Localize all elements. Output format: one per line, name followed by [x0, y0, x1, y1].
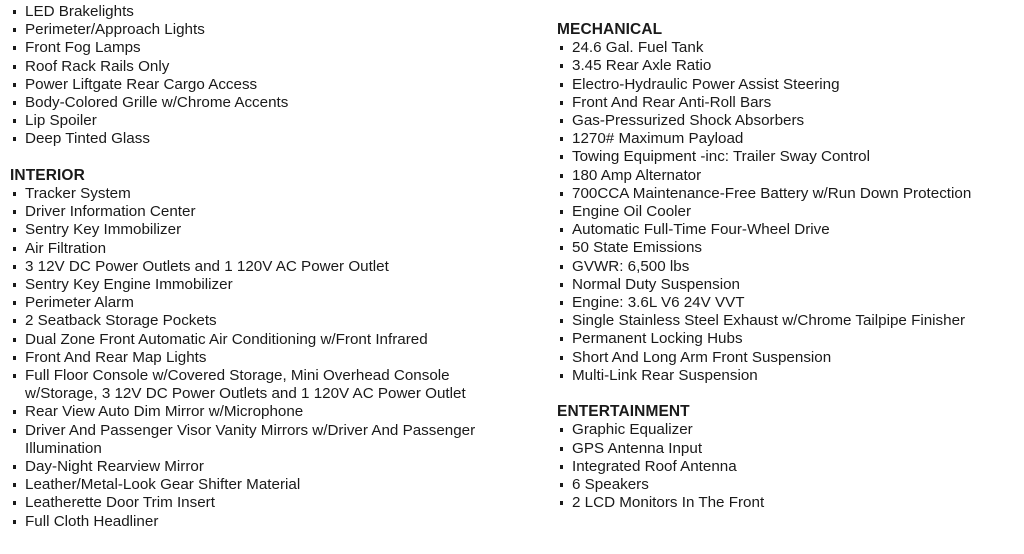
bullet-icon — [560, 246, 563, 250]
bullet-icon — [13, 283, 16, 287]
bullet-icon — [560, 119, 563, 123]
list-item — [10, 130, 540, 148]
bullet-icon — [560, 319, 563, 323]
list-item-text: Gas-Pressurized Shock Absorbers — [572, 112, 805, 130]
list-item — [557, 167, 1017, 185]
exterior-list — [10, 3, 540, 149]
list-item-text: Engine: 3.6L V6 24V VVT — [572, 294, 745, 312]
section-gap — [557, 385, 1017, 403]
list-item-text: 2 Seatback Storage Pockets — [25, 312, 217, 330]
list-item-text: 24.6 Gal. Fuel Tank — [572, 39, 704, 57]
bullet-icon — [560, 83, 563, 87]
mechanical-heading: MECHANICAL — [557, 21, 663, 38]
left-column — [10, 3, 540, 531]
list-item — [10, 203, 540, 221]
list-item-text: Automatic Full-Time Four-Wheel Drive — [572, 221, 830, 239]
list-item-text: Multi-Link Rear Suspension — [572, 366, 758, 384]
list-item-text: Driver And Passenger Visor Vanity Mirrors w/Driver And Passenger Illumination — [25, 421, 476, 457]
mechanical-list — [557, 39, 1017, 385]
list-item — [557, 349, 1017, 367]
list-item — [557, 94, 1017, 112]
bullet-icon — [13, 83, 16, 87]
list-item-text: Deep Tinted Glass — [25, 130, 150, 148]
list-item — [10, 476, 540, 494]
bullet-icon — [560, 228, 563, 232]
list-item — [10, 3, 540, 21]
list-item — [10, 39, 540, 57]
bullet-icon — [560, 465, 563, 469]
list-item — [10, 403, 540, 421]
bullet-icon — [13, 265, 16, 269]
list-item — [557, 112, 1017, 130]
list-item-text: Single Stainless Steel Exhaust w/Chrome Tailpipe Finisher — [572, 312, 966, 330]
list-item — [10, 112, 540, 130]
list-item-text: 700CCA Maintenance-Free Battery w/Run Down Protection — [572, 184, 972, 202]
list-item-text: Perimeter Alarm — [25, 294, 134, 312]
list-item — [557, 203, 1017, 221]
list-item — [557, 76, 1017, 94]
list-item-text: Front And Rear Anti-Roll Bars — [572, 93, 772, 111]
list-item-text: GPS Antenna Input — [572, 439, 703, 457]
list-item — [557, 494, 1017, 512]
list-item-text: Lip Spoiler — [25, 112, 97, 130]
bullet-icon — [13, 210, 16, 214]
list-item-text: 1270# Maximum Payload — [572, 130, 744, 148]
bullet-icon — [13, 301, 16, 305]
list-item — [557, 367, 1017, 385]
list-item-text: Air Filtration — [25, 239, 107, 257]
list-item — [10, 258, 540, 276]
bullet-icon — [560, 483, 563, 487]
interior-heading: INTERIOR — [10, 166, 85, 184]
entertainment-list — [557, 421, 1017, 512]
bullet-icon — [560, 265, 563, 269]
bullet-icon — [560, 283, 563, 287]
list-item — [557, 458, 1017, 476]
list-item-text: Driver Information Center — [25, 203, 196, 221]
list-item — [557, 294, 1017, 312]
list-item-text: 180 Amp Alternator — [572, 166, 702, 184]
list-item — [10, 276, 540, 294]
bullet-icon — [560, 301, 563, 305]
list-item-text: Dual Zone Front Automatic Air Conditioning w/Front Infrared — [25, 330, 428, 348]
list-item-text: Integrated Roof Antenna — [572, 457, 737, 475]
list-item — [557, 185, 1017, 203]
bullet-icon — [13, 429, 16, 433]
bullet-icon — [13, 65, 16, 69]
bullet-icon — [13, 483, 16, 487]
bullet-icon — [13, 46, 16, 50]
list-item — [557, 130, 1017, 148]
bullet-icon — [13, 10, 16, 14]
list-item-text: Day-Night Rearview Mirror — [25, 458, 204, 476]
list-item-text: GVWR: 6,500 lbs — [572, 257, 690, 275]
list-item — [10, 185, 540, 203]
bullet-icon — [13, 192, 16, 196]
bullet-icon — [560, 428, 563, 432]
list-item-text: Permanent Locking Hubs — [572, 330, 743, 348]
list-item — [10, 294, 540, 312]
list-item — [10, 21, 540, 39]
list-item — [557, 476, 1017, 494]
list-item — [557, 440, 1017, 458]
list-item — [10, 221, 540, 239]
entertainment-heading: ENTERTAINMENT — [557, 403, 690, 421]
bullet-icon — [13, 501, 16, 505]
list-item-text: Short And Long Arm Front Suspension — [572, 348, 832, 366]
list-item-text: Full Cloth Headliner — [25, 512, 159, 530]
list-item-text: Towing Equipment -inc: Trailer Sway Control — [572, 148, 870, 166]
list-item — [10, 513, 540, 531]
list-item — [557, 276, 1017, 294]
list-item-text: Sentry Key Engine Immobilizer — [25, 276, 233, 294]
bullet-icon — [560, 447, 563, 451]
bullet-icon — [13, 247, 16, 251]
bullet-icon — [13, 228, 16, 232]
list-item-text: 6 Speakers — [572, 476, 649, 494]
list-item-text: Leatherette Door Trim Insert — [25, 494, 215, 512]
list-item-text: 3 12V DC Power Outlets and 1 120V AC Power Outlet — [25, 257, 389, 275]
bullet-icon — [560, 155, 563, 159]
interior-list — [10, 185, 540, 531]
bullet-icon — [560, 210, 563, 214]
list-item-text: Power Liftgate Rear Cargo Access — [25, 75, 258, 93]
bullet-icon — [13, 374, 16, 378]
list-item — [10, 422, 535, 458]
bullet-icon — [560, 374, 563, 378]
list-item — [10, 58, 540, 76]
list-item-text: Roof Rack Rails Only — [25, 57, 170, 75]
section-gap — [10, 149, 540, 167]
bullet-icon — [13, 356, 16, 360]
list-item — [557, 221, 1017, 239]
right-column — [557, 21, 1017, 512]
list-item — [10, 458, 540, 476]
bullet-icon — [560, 192, 563, 196]
list-item-text: Body-Colored Grille w/Chrome Accents — [25, 94, 289, 112]
bullet-icon — [560, 174, 563, 178]
bullet-icon — [13, 520, 16, 524]
list-item-text: 3.45 Rear Axle Ratio — [572, 57, 712, 75]
list-item-text: Normal Duty Suspension — [572, 275, 740, 293]
bullet-icon — [13, 119, 16, 123]
list-item-text: Full Floor Console w/Covered Storage, Mini Overhead Console w/Storage, 3 12V DC Power Outlets and 1 120V AC Power Outlet — [25, 367, 466, 403]
list-item — [10, 240, 540, 258]
bullet-icon — [560, 46, 563, 50]
list-item — [557, 39, 1017, 57]
bullet-icon — [560, 356, 563, 360]
bullet-icon — [560, 64, 563, 68]
bullet-icon — [560, 337, 563, 341]
list-item — [557, 239, 1017, 257]
list-item — [10, 494, 540, 512]
list-item-text: Tracker System — [25, 185, 131, 203]
list-item-text: Rear View Auto Dim Mirror w/Microphone — [25, 403, 304, 421]
bullet-icon — [13, 465, 16, 469]
bullet-icon — [13, 410, 16, 414]
list-item — [557, 330, 1017, 348]
list-item — [10, 312, 540, 330]
list-item — [557, 421, 1017, 439]
list-item — [10, 76, 540, 94]
bullet-icon — [560, 101, 563, 105]
list-item-text: Leather/Metal-Look Gear Shifter Material — [25, 476, 301, 494]
bullet-icon — [560, 137, 563, 141]
list-item — [10, 367, 515, 403]
bullet-icon — [13, 338, 16, 342]
list-item-text: Engine Oil Cooler — [572, 203, 692, 221]
list-item-text: Front Fog Lamps — [25, 39, 141, 57]
list-item-text: 2 LCD Monitors In The Front — [572, 494, 765, 512]
bullet-icon — [560, 501, 563, 505]
list-item-text: 50 State Emissions — [572, 239, 702, 257]
bullet-icon — [13, 28, 16, 32]
list-item-text: LED Brakelights — [25, 3, 134, 20]
list-item-text: Sentry Key Immobilizer — [25, 221, 182, 239]
list-item — [557, 258, 1017, 276]
list-item-text: Front And Rear Map Lights — [25, 348, 207, 366]
list-item — [10, 94, 540, 112]
list-item-text: Electro-Hydraulic Power Assist Steering — [572, 75, 840, 93]
list-item-text: Graphic Equalizer — [572, 421, 693, 439]
bullet-icon — [13, 137, 16, 141]
list-item — [10, 349, 540, 367]
list-item-text: Perimeter/Approach Lights — [25, 21, 205, 39]
list-item — [10, 331, 540, 349]
list-item — [557, 148, 1017, 166]
list-item — [557, 312, 1017, 330]
bullet-icon — [13, 101, 16, 105]
list-item — [557, 57, 1017, 75]
bullet-icon — [13, 319, 16, 323]
